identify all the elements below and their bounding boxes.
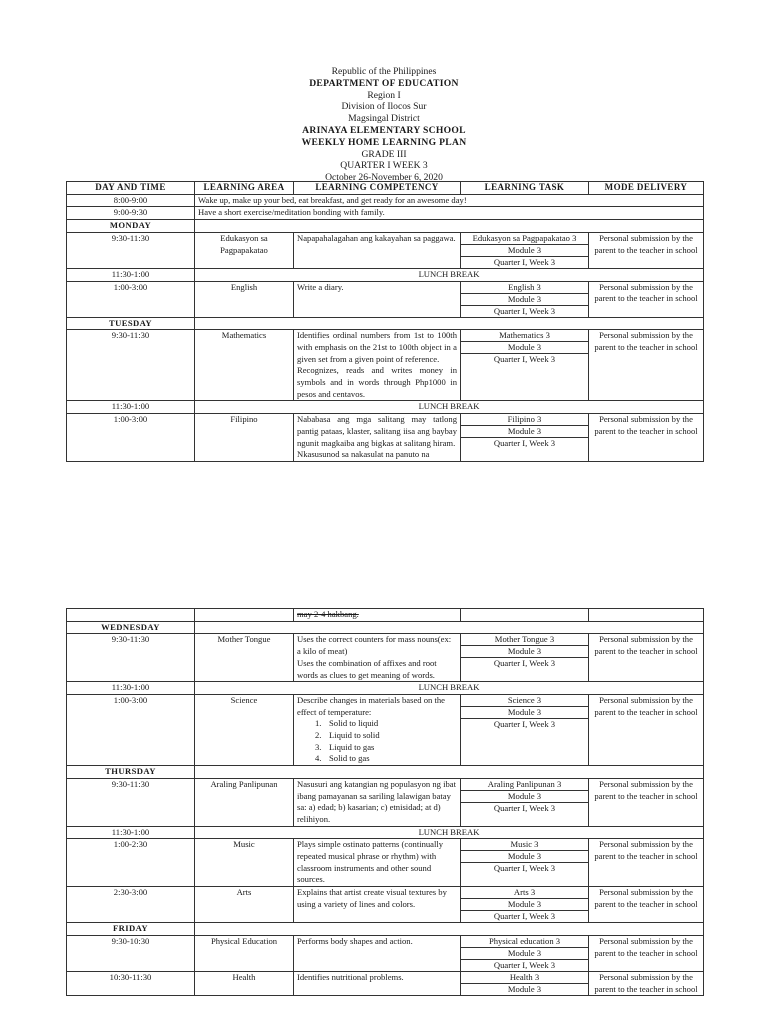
lunch-row xyxy=(67,826,704,839)
learning-task xyxy=(461,971,589,995)
date-range: October 26-November 6, 2020 xyxy=(325,172,443,184)
task-title: Arts 3 xyxy=(461,887,588,899)
lunch-break-label: LUNCH BREAK xyxy=(195,826,704,839)
time-cell: 9:30-11:30 xyxy=(67,330,195,401)
list-item: 3. Liquid to gas xyxy=(315,741,375,752)
time-cell: 9:30-11:30 xyxy=(67,634,195,682)
routine-activity: Have a short exercise/meditation bonding with family. xyxy=(195,207,704,220)
task-module: Module 3 xyxy=(461,342,588,354)
task-module: Module 3 xyxy=(461,707,588,719)
task-quarter: Quarter I, Week 3 xyxy=(493,305,556,316)
time-cell: 11:30-1:00 xyxy=(67,401,195,414)
plan-title: WEEKLY HOME LEARNING PLAN xyxy=(301,136,467,148)
day-label: THURSDAY xyxy=(67,766,195,779)
task-quarter: Quarter I, Week 3 xyxy=(493,718,556,729)
table-row xyxy=(67,694,704,765)
time-cell: 9:30-10:30 xyxy=(67,935,195,971)
lunch-row xyxy=(67,682,704,695)
lunch-break-label: LUNCH BREAK xyxy=(195,268,704,281)
learning-competency: Performs body shapes and action. xyxy=(294,935,461,971)
time-cell: 9:30-11:30 xyxy=(67,778,195,826)
school-name: ARINAYA ELEMENTARY SCHOOL xyxy=(302,124,466,136)
time-cell: 1:00-3:00 xyxy=(67,281,195,317)
grade-line: GRADE III xyxy=(361,148,407,160)
task-quarter: Quarter I, Week 3 xyxy=(493,438,556,449)
task-quarter: Quarter I, Week 3 xyxy=(493,658,556,669)
lunch-row xyxy=(67,401,704,414)
task-title: English 3 xyxy=(461,282,588,294)
learning-area: Araling Panlipunan xyxy=(195,778,294,826)
mode-delivery: Personal submission by the parent to the teacher in school xyxy=(589,778,704,826)
task-title: Edukasyon sa Pagpapakatao 3 xyxy=(461,233,588,245)
day-label: WEDNESDAY xyxy=(67,621,195,634)
learning-competency: Identifies nutritional problems. xyxy=(294,971,461,995)
routine-activity: Wake up, make up your bed, eat breakfast, and get ready for an awesome day! xyxy=(195,194,704,207)
day-label: MONDAY xyxy=(67,220,195,233)
table-row xyxy=(67,232,704,268)
day-label: FRIDAY xyxy=(67,923,195,936)
learning-area: Mother Tongue xyxy=(195,634,294,682)
division-line: Division of Ilocos Sur xyxy=(341,101,427,113)
competency-item: Describe changes in materials based on the effect of temperature: xyxy=(297,694,445,717)
task-title: Araling Panlipunan 3 xyxy=(461,779,588,791)
lunch-break-label: LUNCH BREAK xyxy=(195,401,704,414)
task-title: Health 3 xyxy=(461,972,588,984)
learning-task xyxy=(461,935,589,971)
task-quarter: Quarter I, Week 3 xyxy=(493,911,556,922)
col-header-mode-delivery: MODE DELIVERY xyxy=(589,182,704,195)
learning-competency: Explains that artist create visual textures by using a variety of lines and colors. xyxy=(294,887,461,923)
col-header-learning-task: LEARNING TASK xyxy=(461,182,589,195)
learning-competency: Write a diary. xyxy=(294,281,461,317)
region-line: Region I xyxy=(367,89,401,101)
table-row xyxy=(67,634,704,682)
lunch-break-label: LUNCH BREAK xyxy=(195,682,704,695)
mode-delivery: Personal submission by the parent to the teacher in school xyxy=(589,887,704,923)
republic-line: Republic of the Philippines xyxy=(331,66,437,77)
learning-task xyxy=(461,330,589,401)
time-cell: 8:00-9:00 xyxy=(67,194,195,207)
learning-area: Arts xyxy=(195,887,294,923)
table-row xyxy=(67,207,704,220)
table-row xyxy=(67,194,704,207)
learning-competency xyxy=(294,414,461,462)
task-module: Module 3 xyxy=(461,791,588,803)
task-module: Module 3 xyxy=(461,899,588,911)
table-row xyxy=(67,887,704,923)
time-cell: 1:00-3:00 xyxy=(67,414,195,462)
learning-plan-table-page-2 xyxy=(66,608,704,996)
learning-competency xyxy=(294,694,461,765)
competency-item: Nababasa ang mga salitang may tatlong pantig pataas, klaster, salitang iisa ang baybay ngunit magkaiba ang bigkas at salitang hiram. xyxy=(297,414,457,448)
task-title: Science 3 xyxy=(461,695,588,707)
learning-area: Music xyxy=(195,839,294,887)
learning-task xyxy=(461,281,589,317)
learning-task xyxy=(461,887,589,923)
mode-delivery: Personal submission by the parent to the teacher in school xyxy=(589,281,704,317)
time-cell: 11:30-1:00 xyxy=(67,682,195,695)
learning-area: Filipino xyxy=(195,414,294,462)
task-quarter: Quarter I, Week 3 xyxy=(493,863,556,874)
task-title: Mother Tongue 3 xyxy=(461,634,588,646)
learning-area: English xyxy=(195,281,294,317)
learning-area: Mathematics xyxy=(195,330,294,401)
task-module: Module 3 xyxy=(461,948,588,960)
task-title: Mathematics 3 xyxy=(461,330,588,342)
time-cell: 9:00-9:30 xyxy=(67,207,195,220)
department-line: DEPARTMENT OF EDUCATION xyxy=(309,77,459,89)
task-title: Physical education 3 xyxy=(461,936,588,948)
learning-task xyxy=(461,839,589,887)
competency-item: Recognizes, reads and writes money in symbols and in words through Php1000 in pesos and centavos. xyxy=(297,365,457,399)
time-cell: 11:30-1:00 xyxy=(67,826,195,839)
time-cell: 1:00-2:30 xyxy=(67,839,195,887)
mode-delivery: Personal submission by the parent to the teacher in school xyxy=(589,839,704,887)
mode-delivery: Personal submission by the parent to the teacher in school xyxy=(589,232,704,268)
mode-delivery: Personal submission by the parent to the teacher in school xyxy=(589,971,704,995)
mode-delivery: Personal submission by the parent to the teacher in school xyxy=(589,330,704,401)
temperature-change-list xyxy=(297,718,457,765)
learning-area: Edukasyon sa Pagpapakatao xyxy=(195,232,294,268)
district-line: Magsingal District xyxy=(348,113,420,125)
lunch-row xyxy=(67,268,704,281)
learning-area: Physical Education xyxy=(195,935,294,971)
time-cell: 1:00-3:00 xyxy=(67,694,195,765)
learning-competency: Napapahalagahan ang kakayahan sa paggawa. xyxy=(294,232,461,268)
quarter-week-line: QUARTER I WEEK 3 xyxy=(340,160,428,172)
list-item: 4. Solid to gas xyxy=(315,753,370,764)
col-header-learning-area: LEARNING AREA xyxy=(195,182,294,195)
task-module: Module 3 xyxy=(461,294,588,306)
task-module: Module 3 xyxy=(461,851,588,863)
table-row xyxy=(67,281,704,317)
table-row xyxy=(67,330,704,401)
learning-competency xyxy=(294,634,461,682)
document-header xyxy=(0,66,768,184)
task-module: Module 3 xyxy=(461,646,588,658)
table-row xyxy=(67,935,704,971)
day-label: TUESDAY xyxy=(67,317,195,330)
learning-task xyxy=(461,694,589,765)
table-row xyxy=(67,839,704,887)
competency-item: Uses the combination of affixes and root words as clues to get meaning of words. xyxy=(297,657,437,680)
competency-item: Uses the correct counters for mass nouns(ex: a kilo of meat) xyxy=(297,634,452,657)
list-item: 2. Liquid to solid xyxy=(315,730,380,741)
task-quarter: Quarter I, Week 3 xyxy=(493,959,556,970)
mode-delivery: Personal submission by the parent to the teacher in school xyxy=(589,694,704,765)
learning-area: Health xyxy=(195,971,294,995)
table-row xyxy=(67,414,704,462)
learning-area: Science xyxy=(195,694,294,765)
learning-task xyxy=(461,414,589,462)
learning-plan-table-page-1 xyxy=(66,181,704,462)
learning-task xyxy=(461,634,589,682)
competency-item: Nkasusunod sa nakasulat na panuto na xyxy=(297,449,430,460)
mode-delivery: Personal submission by the parent to the teacher in school xyxy=(589,414,704,462)
list-item: 1. Solid to liquid xyxy=(315,718,379,729)
col-header-day-time: DAY AND TIME xyxy=(67,182,195,195)
task-title: Filipino 3 xyxy=(461,414,588,426)
mode-delivery: Personal submission by the parent to the teacher in school xyxy=(589,935,704,971)
learning-competency: Plays simple ostinato patterns (continually repeated musical phrase or rhythm) with classroom instruments and other sound sources. xyxy=(294,839,461,887)
table-header-row xyxy=(67,182,704,195)
time-cell: 2:30-3:00 xyxy=(67,887,195,923)
time-cell: 9:30-11:30 xyxy=(67,232,195,268)
continued-competency: may 2-4 hakbang. xyxy=(294,609,461,622)
task-quarter: Quarter I, Week 3 xyxy=(493,354,556,365)
learning-task xyxy=(461,232,589,268)
task-title: Music 3 xyxy=(461,839,588,851)
learning-competency xyxy=(294,330,461,401)
table-row xyxy=(67,778,704,826)
day-row-tuesday xyxy=(67,317,704,330)
task-module: Module 3 xyxy=(461,245,588,257)
learning-task xyxy=(461,778,589,826)
day-row-monday xyxy=(67,220,704,233)
continuation-row xyxy=(67,609,704,622)
competency-item: Identifies ordinal numbers from 1st to 100th with emphasis on the 21st to 100th object in a given set from a given point of reference. xyxy=(297,330,457,364)
time-cell: 11:30-1:00 xyxy=(67,268,195,281)
task-module: Module 3 xyxy=(461,426,588,438)
table-row xyxy=(67,971,704,995)
day-row-friday xyxy=(67,923,704,936)
time-cell: 10:30-11:30 xyxy=(67,971,195,995)
day-row-thursday xyxy=(67,766,704,779)
mode-delivery: Personal submission by the parent to the teacher in school xyxy=(589,634,704,682)
task-module: Module 3 xyxy=(507,983,542,994)
task-quarter: Quarter I, Week 3 xyxy=(493,802,556,813)
col-header-learning-competency: LEARNING COMPETENCY xyxy=(294,182,461,195)
day-row-wednesday xyxy=(67,621,704,634)
task-quarter: Quarter I, Week 3 xyxy=(493,256,556,267)
learning-competency: Nasusuri ang katangian ng populasyon ng ibat ibang pamayanan sa sariling lalawigan batay sa: a) edad; b) kasarian; c) etnisidad; at d) relihiyon. xyxy=(294,778,461,826)
